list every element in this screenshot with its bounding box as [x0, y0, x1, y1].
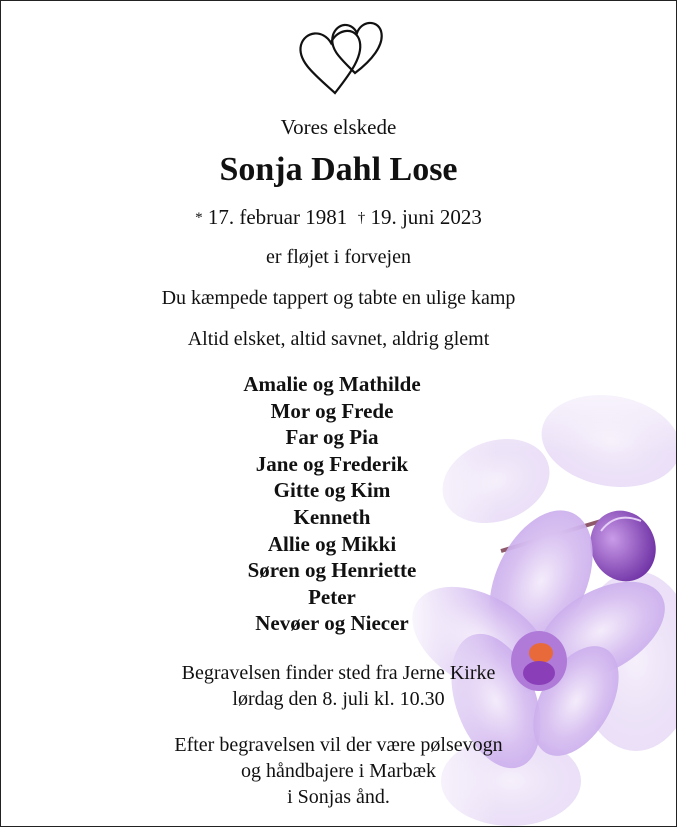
- two-hearts-icon: [295, 15, 385, 101]
- star-icon: *: [195, 210, 203, 226]
- mourner-name: Kenneth: [293, 504, 371, 529]
- funeral-line: lørdag den 8. juli kl. 10.30: [232, 688, 445, 710]
- mourner-name: Jane og Frederik: [255, 451, 409, 476]
- mourner-name: Allie og Mikki: [267, 531, 397, 556]
- phrase-1: er fløjet i forvejen: [266, 246, 411, 268]
- mourner-name: Mor og Frede: [270, 398, 394, 423]
- phrase-2: Du kæmpede tappert og tabte en ulige kamp: [161, 287, 516, 309]
- after-funeral-info: [1, 732, 676, 810]
- mourner-name: Peter: [308, 584, 356, 609]
- mourner-name: Nevøer og Niecer: [255, 611, 409, 636]
- intro-text: Vores elskede: [280, 115, 397, 139]
- funeral-info: [1, 660, 676, 712]
- mourner-name: Far og Pia: [285, 425, 379, 450]
- after-line: Efter begravelsen vil der være pølsevogn: [174, 734, 503, 756]
- death-date: 19. juni 2023: [370, 205, 482, 229]
- cross-icon: †: [357, 210, 366, 226]
- after-line: i Sonjas ånd.: [287, 786, 390, 808]
- mourner-name: Amalie og Mathilde: [243, 372, 421, 396]
- after-line: og håndbajere i Marbæk: [241, 760, 436, 782]
- birth-date: 17. februar 1981: [207, 205, 348, 229]
- mourner-name: Gitte og Kim: [273, 478, 391, 503]
- mourner-name: Søren og Henriette: [247, 558, 417, 583]
- funeral-line: Begravelsen finder sted fra Jerne Kirke: [181, 662, 496, 684]
- mourners-list: [1, 371, 663, 637]
- phrase-3: Altid elsket, altid savnet, aldrig glemt: [187, 328, 490, 350]
- life-dates: [1, 205, 676, 230]
- deceased-name: Sonja Dahl Lose: [219, 151, 458, 188]
